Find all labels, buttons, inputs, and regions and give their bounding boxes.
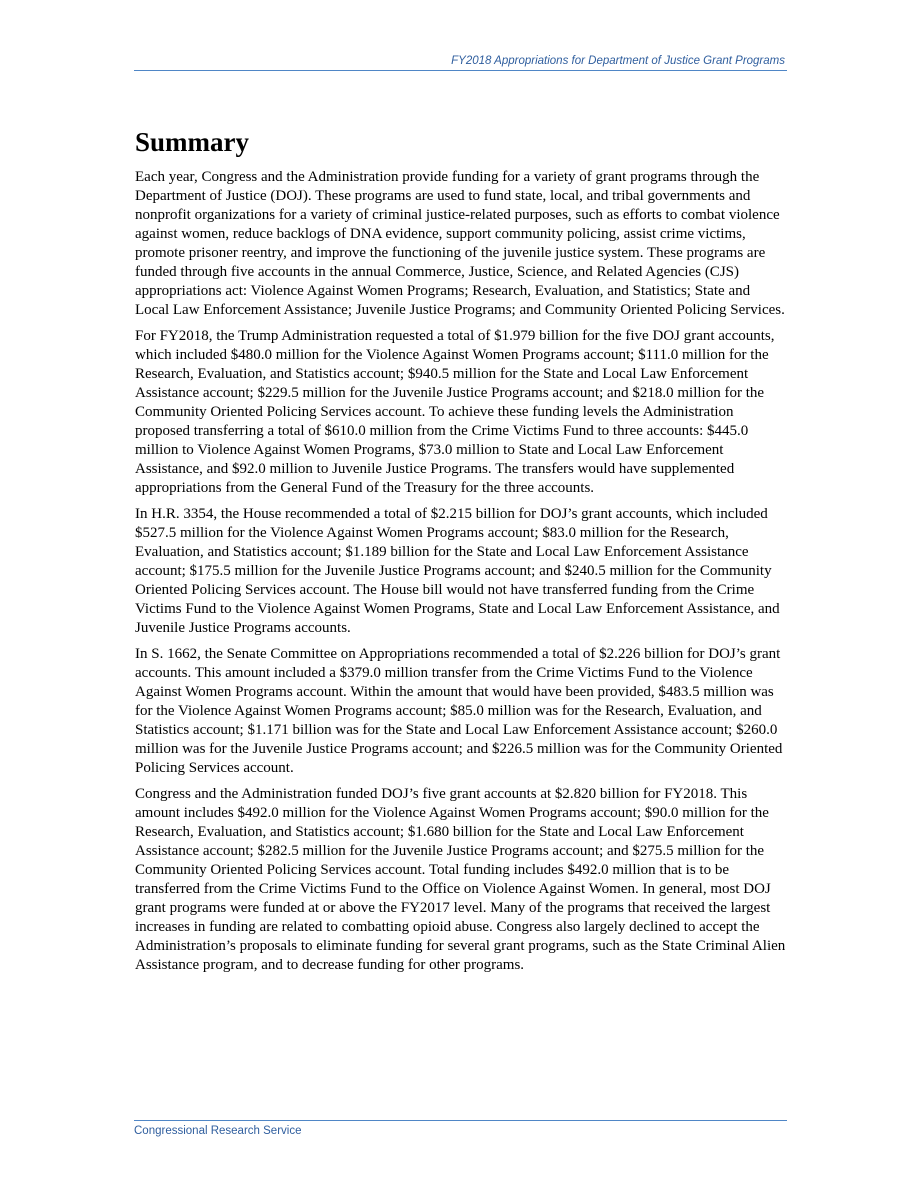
summary-paragraph-1: Each year, Congress and the Administration provide funding for a variety of grant programs through the Department of Justice (DOJ). These programs are used to fund state, local, and tribal governments and nonprofit organizations for a variety of criminal justice-related purposes, such as efforts to combat violence against women, reduce backlogs of DNA evidence, support community policing, assist crime victims, promote prisoner reentry, and improve the functioning of the juvenile justice system. These programs are funded through five accounts in the annual Commerce, Justice, Science, and Related Agencies (CJS) appropriations act: Violence Against Women Programs; Research, Evaluation, and Statistics; State and Local Law Enforcement Assistance; Juvenile Justice Programs; and Community Oriented Policing Services. [135, 169, 785, 318]
page-footer [134, 1120, 787, 1138]
section-heading: Summary [135, 127, 249, 157]
document-title: FY2018 Appropriations for Department of Justice Grant Programs [451, 55, 785, 67]
summary-paragraph-5: Congress and the Administration funded DOJ’s five grant accounts at $2.820 billion for FY2018. This amount includes $492.0 million for the Violence Against Women Programs account; $90.0 million for the Research, Evaluation, and Statistics account; $1.680 billion for the State and Local Law Enforcement Assistance account; $282.5 million for the Juvenile Justice Programs account; and $275.5 million for the Community Oriented Policing Services account. Total funding includes $492.0 million that is to be transferred from the Crime Victims Fund to the Office on Violence Against Women. In general, most DOJ grant programs were funded at or above the FY2017 level. Many of the programs that received the largest increases in funding are related to combatting opioid abuse. Congress also largely declined to accept the Administration’s proposals to eliminate funding for several grant programs, such as the State Criminal Alien Assistance program, and to decrease funding for other programs. [135, 786, 786, 973]
main-content [135, 124, 787, 982]
footer-source: Congressional Research Service [134, 1125, 302, 1137]
page-header [134, 54, 787, 71]
summary-paragraph-4: In S. 1662, the Senate Committee on Appropriations recommended a total of $2.226 billion for DOJ’s grant accounts. This amount included a $379.0 million transfer from the Crime Victims Fund to the Violence Against Women Programs account. Within the amount that would have been provided, $483.5 million was for the Violence Against Women Programs account; $85.0 million was for the Research, Evaluation, and Statistics account; $1.171 billion was for the State and Local Law Enforcement Assistance account; $260.0 million was for the Juvenile Justice Programs account; and $226.5 million was for the Community Oriented Policing Services account. [135, 646, 783, 776]
summary-paragraph-2: For FY2018, the Trump Administration requested a total of $1.979 billion for the five DOJ grant accounts, which included $480.0 million for the Violence Against Women Programs account; $111.0 million for the Research, Evaluation, and Statistics account; $940.5 million for the State and Local Law Enforcement Assistance account; $229.5 million for the Juvenile Justice Programs account; and $218.0 million for the Community Oriented Policing Services account. To achieve these funding levels the Administration proposed transferring a total of $610.0 million from the Crime Victims Fund to three accounts: $445.0 million to Violence Against Women Programs, $73.0 million to State and Local Law Enforcement Assistance, and $92.0 million to Juvenile Justice Programs. The transfers would have supplemented appropriations from the General Fund of the Treasury for the three accounts. [135, 328, 775, 496]
summary-paragraph-3: In H.R. 3354, the House recommended a total of $2.215 billion for DOJ’s grant accounts, which included $527.5 million for the Violence Against Women Programs account; $83.0 million for the Research, Evaluation, and Statistics account; $1.189 billion for the State and Local Law Enforcement Assistance account; $175.5 million for the Juvenile Justice Programs account; and $240.5 million for the Community Oriented Policing Services account. The House bill would not have transferred funding from the Crime Victims Fund to the Violence Against Women Programs, State and Local Law Enforcement Assistance, and Juvenile Justice Programs accounts. [135, 506, 780, 636]
